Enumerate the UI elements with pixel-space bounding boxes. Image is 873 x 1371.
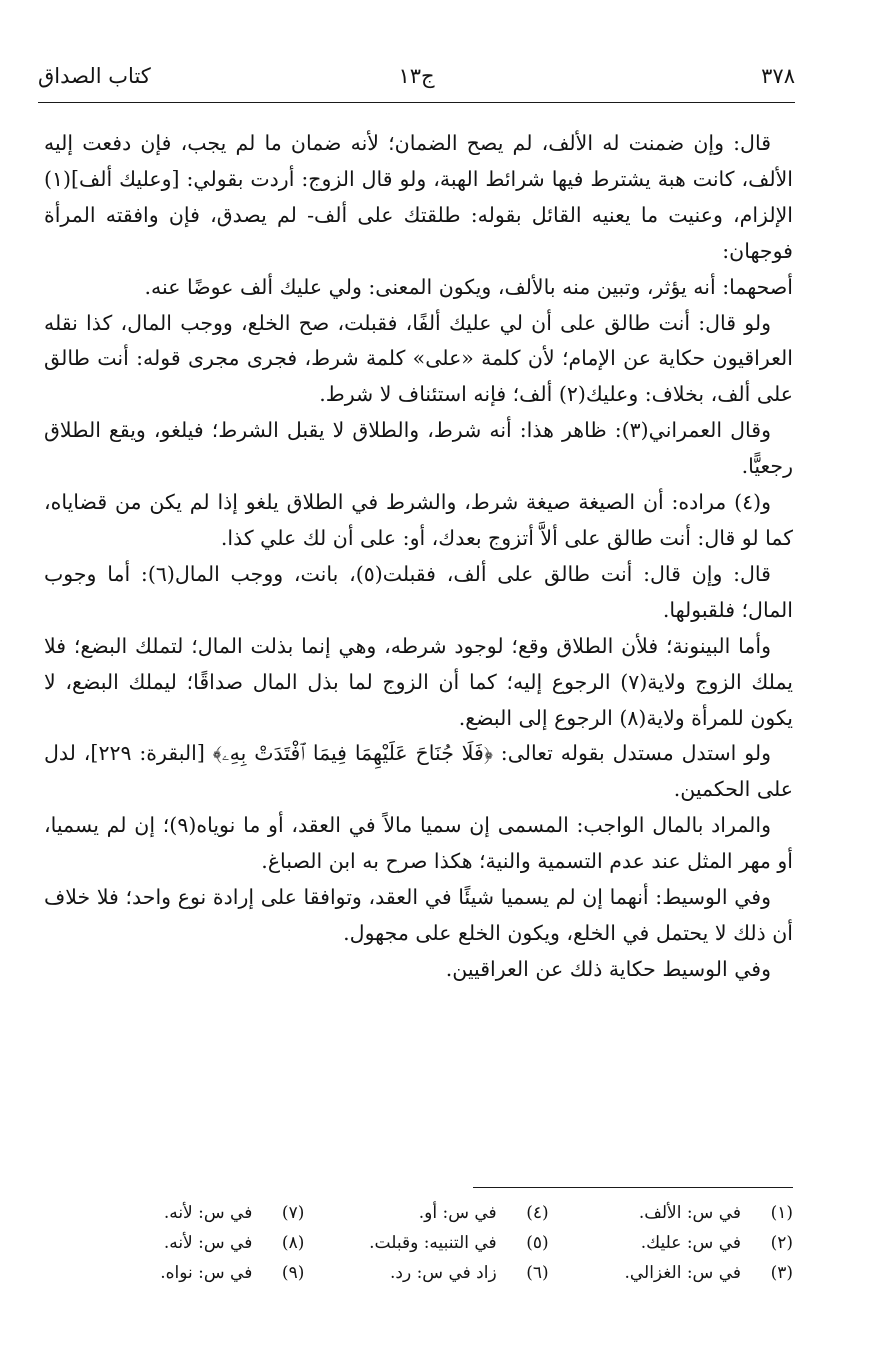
- footnotes: [60, 1198, 793, 1288]
- footnote: [60, 1258, 304, 1288]
- footnote-text: في س: الألف.: [638, 1203, 741, 1223]
- book-title: كتاب الصداق: [38, 64, 151, 88]
- paragraph: ولو استدل مستدل بقوله تعالى: ﴿فَلَا جُنَاحَ عَلَيْهِمَا فِيمَا ٱفْتَدَتْ بِهِۦ﴾ [البقرة: ٢٢٩]، لدل على الحكمين.: [44, 741, 793, 802]
- paragraph: وفي الوسيط حكاية ذلك عن العراقيين.: [445, 956, 771, 981]
- footnote-text: في س: عليك.: [640, 1233, 741, 1253]
- footnote-text: في س: أو.: [418, 1203, 497, 1223]
- footnote: [304, 1198, 548, 1228]
- paragraph: قال: وإن ضمنت له الألف، لم يصح الضمان؛ لأنه ضمان ما لم يجب، فإن دفعت إليه الألف، كانت هبة يشترط فيها شرائط الهبة، ولو قال الزوج: أردت بقولي: [وعليك ألف](١) الإلزام، وعنيت ما يعنيه القائل بقوله: طلقتك على ألف- لم يصدق، فإن وافقته المرأة فوجهان:: [44, 131, 793, 263]
- footnote: [60, 1198, 304, 1228]
- paragraph: والمراد بالمال الواجب: المسمى إن سميا مالاً في العقد، أو ما نوياه(٩)؛ إن لم يسميا، أو مهر المثل عند عدم التسمية والنية؛ هكذا صرح به ابن الصباغ.: [44, 813, 793, 874]
- paragraph: قال: وإن قال: أنت طالق على ألف، فقبلت(٥)، بانت، ووجب المال(٦): أما وجوب المال؛ فلقبولها.: [44, 561, 793, 622]
- footnote-separator: [473, 1187, 793, 1188]
- footnote-number: (١): [770, 1203, 793, 1223]
- footnote-number: (٢): [770, 1233, 793, 1253]
- footnote-number: (٦): [526, 1263, 549, 1283]
- footnote-text: في س: لأنه.: [163, 1233, 253, 1253]
- footnote-number: (٧): [281, 1203, 305, 1223]
- footnote-text: في س: الغزالي.: [624, 1263, 741, 1283]
- footnote: [60, 1228, 304, 1258]
- footnote-number: (٩): [281, 1263, 305, 1283]
- footnote-text: في س: لأنه.: [163, 1203, 253, 1223]
- footnote-text: في التنبيه: وقبلت.: [369, 1233, 497, 1253]
- paragraph: و(٤) مراده: أن الصيغة صيغة شرط، والشرط في الطلاق يلغو إذا لم يكن من قضاياه، كما لو قال: أنت طالق على ألاَّ أتزوج بعدك، أو: على أن لك علي كذا.: [44, 490, 793, 550]
- footnote-number: (٥): [526, 1233, 549, 1253]
- footnote-number: (٣): [770, 1263, 793, 1283]
- footnote-text: زاد في س: رد.: [389, 1263, 497, 1283]
- volume-number: ج١٣: [398, 64, 435, 88]
- running-header: [38, 58, 795, 103]
- footnote: [304, 1258, 548, 1288]
- footnote: [549, 1258, 793, 1288]
- footnote: [304, 1228, 548, 1258]
- main-text: [44, 126, 793, 988]
- footnote-number: (٨): [281, 1233, 305, 1253]
- footnote-text: في س: نواه.: [160, 1263, 253, 1283]
- footnote-number: (٤): [526, 1203, 549, 1223]
- paragraph: وقال العمراني(٣): ظاهر هذا: أنه شرط، والطلاق لا يقبل الشرط؛ فيلغو، ويقع الطلاق رجعيًّا.: [44, 418, 793, 479]
- paragraph: وفي الوسيط: أنهما إن لم يسميا شيئًا في العقد، وتوافقا على إرادة نوع واحد؛ فلا خلاف أن ذلك لا يحتمل في الخلع، ويكون الخلع على مجهول.: [44, 885, 793, 945]
- page-number: ٣٧٨: [761, 64, 795, 88]
- paragraph: أصحهما: أنه يؤثر، وتبين منه بالألف، ويكون المعنى: ولي عليك ألف عوضًا عنه.: [144, 274, 793, 299]
- paragraph: وأما البينونة؛ فلأن الطلاق وقع؛ لوجود شرطه، وهي إنما بذلت المال؛ لتملك البضع؛ فلا يملك الزوج ولاية(٧) الرجوع إليه؛ كما أن الزوج لما بذل المال صداقًا؛ ليملك البضع، لا يكون للمرأة ولاية(٨) الرجوع إلى البضع.: [44, 633, 794, 730]
- footnote: [549, 1228, 793, 1258]
- paragraph: ولو قال: أنت طالق على أن لي عليك ألفًا، فقبلت، صح الخلع، ووجب المال، كذا نقله العراقيون حكاية عن الإمام؛ لأن كلمة «على» كلمة شرط، فجرى مجرى قوله: أنت طالق على ألف، بخلاف: وعليك(٢) ألف؛ فإنه استئناف لا شرط.: [44, 310, 793, 407]
- footnote: [549, 1198, 793, 1228]
